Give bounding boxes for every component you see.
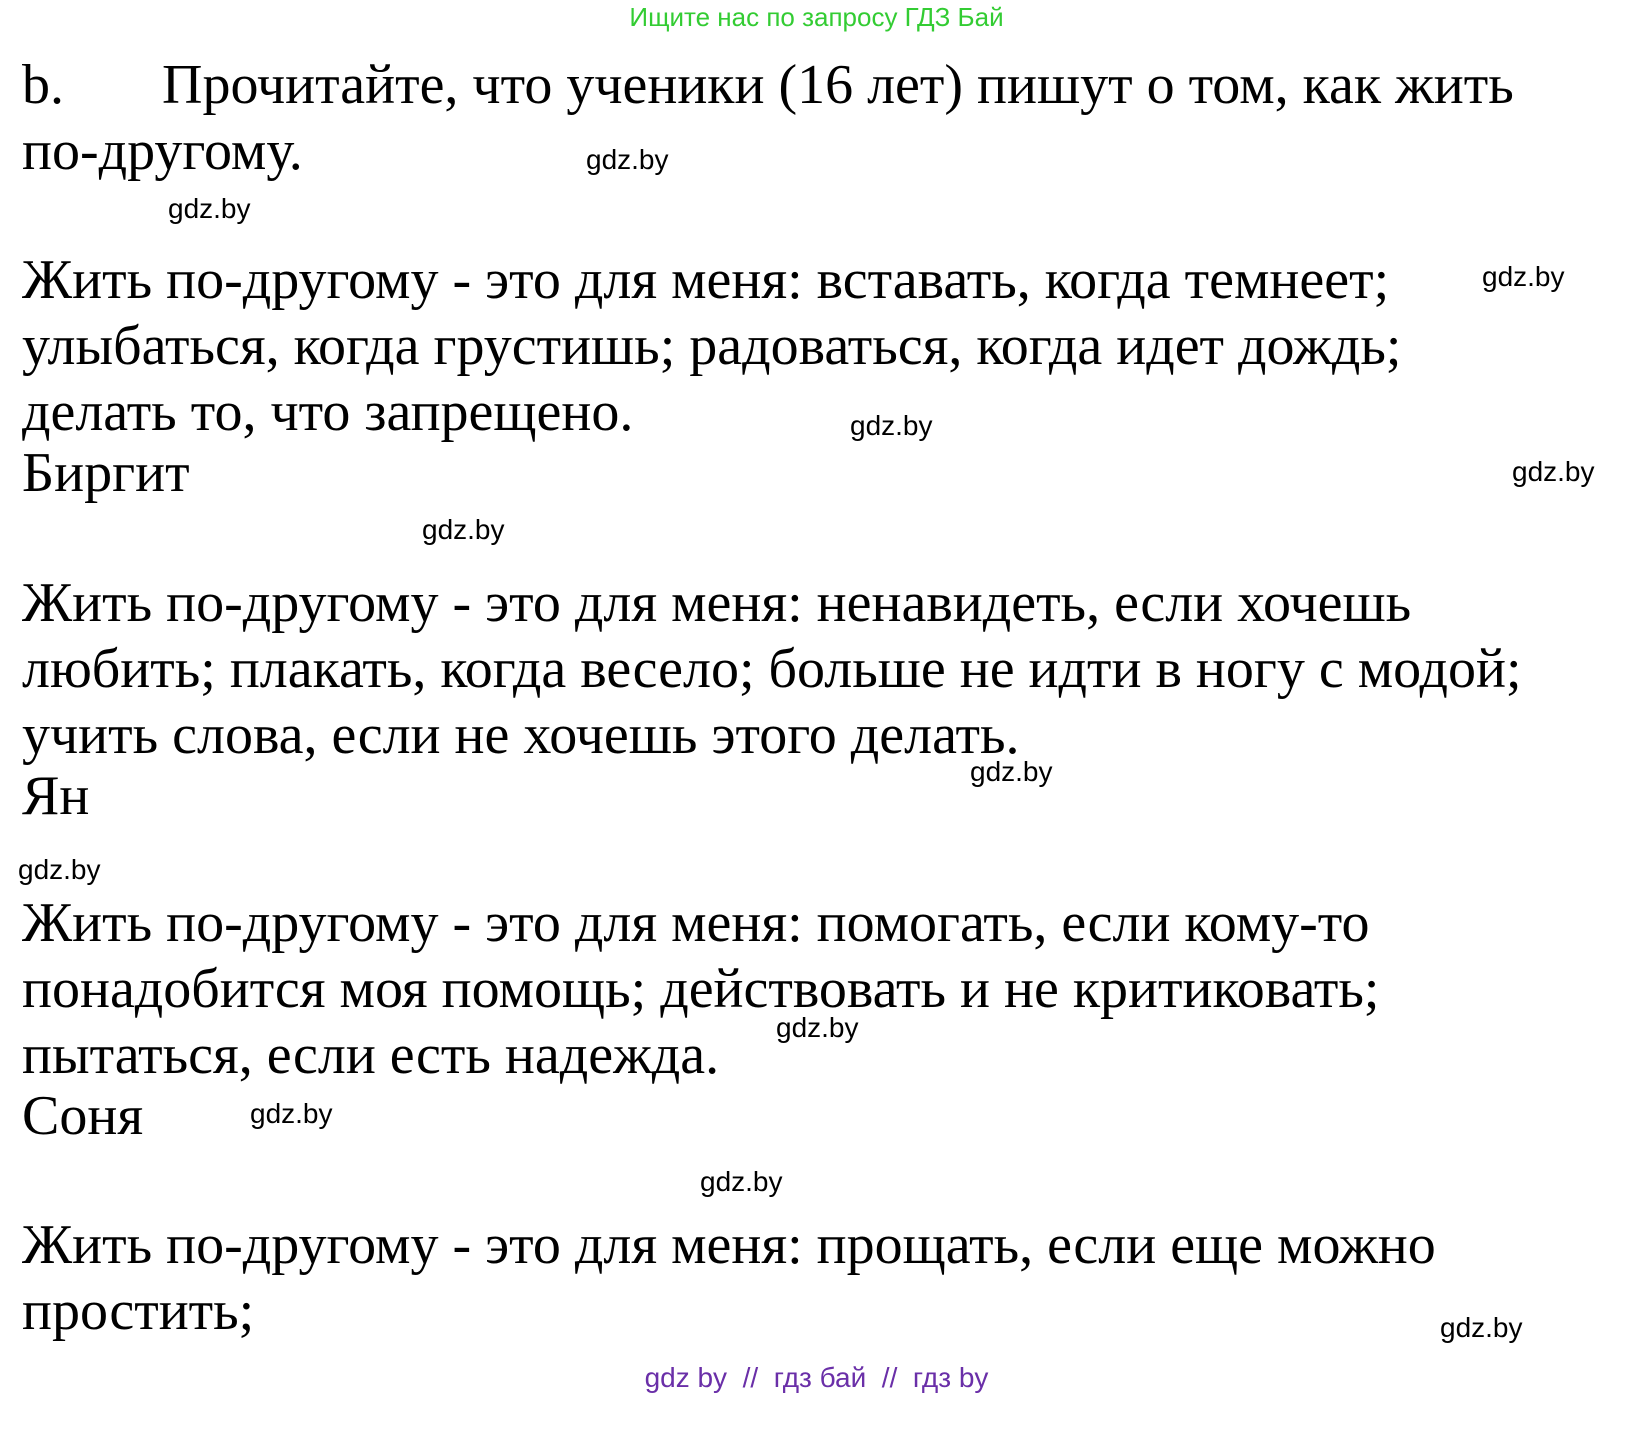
watermark: gdz.by bbox=[1482, 261, 1565, 292]
watermark: gdz.by bbox=[586, 144, 669, 175]
entry-line: Жить по-другому - это для меня: помогать, если кому-то bbox=[22, 892, 1370, 954]
entry-author: Биргит bbox=[22, 442, 190, 504]
watermark: gdz.by bbox=[776, 1012, 859, 1043]
entry-paragraph bbox=[22, 247, 1613, 445]
top-banner: Ищите нас по запросу ГДЗ Бай bbox=[629, 2, 1004, 32]
entry-paragraph bbox=[22, 1212, 1613, 1344]
task-line-1: Прочитайте, что ученики (16 лет) пишут о том, как жить bbox=[162, 54, 1514, 116]
entry-paragraph bbox=[22, 890, 1613, 1088]
watermark: gdz.by bbox=[700, 1166, 783, 1197]
entry-author: Ян bbox=[22, 765, 90, 827]
entry-line: понадобится моя помощь; действовать и не критиковать; bbox=[22, 958, 1380, 1020]
task-heading bbox=[22, 52, 1613, 118]
task-line-2: по-другому. bbox=[22, 120, 303, 182]
entry-line: пытаться, если есть надежда. bbox=[22, 1024, 720, 1086]
watermark: gdz.by bbox=[1512, 456, 1595, 487]
entry-line: учить слова, если не хочешь этого делать. bbox=[22, 704, 1020, 766]
watermark: gdz.by bbox=[250, 1098, 333, 1129]
watermark: gdz.by bbox=[422, 514, 505, 545]
watermark: gdz.by bbox=[970, 756, 1053, 787]
entry-line: Жить по-другому - это для меня: вставать, когда темнеет; bbox=[22, 249, 1390, 311]
entry-author: Соня bbox=[22, 1085, 144, 1147]
entry-line: улыбаться, когда грустишь; радоваться, когда идет дождь; bbox=[22, 315, 1402, 377]
watermark: gdz.by bbox=[168, 193, 251, 224]
task-letter: b. bbox=[22, 54, 64, 116]
entry-paragraph bbox=[22, 570, 1613, 768]
entry-line: Жить по-другому - это для меня: ненавидеть, если хочешь bbox=[22, 572, 1412, 634]
watermark: gdz.by bbox=[1440, 1312, 1523, 1343]
entry-line: любить; плакать, когда весело; больше не идти в ногу с модой; bbox=[22, 638, 1522, 700]
entry-line: делать то, что запрещено. bbox=[22, 381, 634, 443]
entry-line: Жить по-другому - это для меня: прощать, если еще можно bbox=[22, 1214, 1436, 1276]
watermark: gdz.by bbox=[850, 410, 933, 441]
entry-line: простить; bbox=[22, 1280, 255, 1342]
watermark: gdz.by bbox=[18, 854, 101, 885]
footer-links: gdz by // гдз бай // гдз by bbox=[644, 1362, 989, 1393]
